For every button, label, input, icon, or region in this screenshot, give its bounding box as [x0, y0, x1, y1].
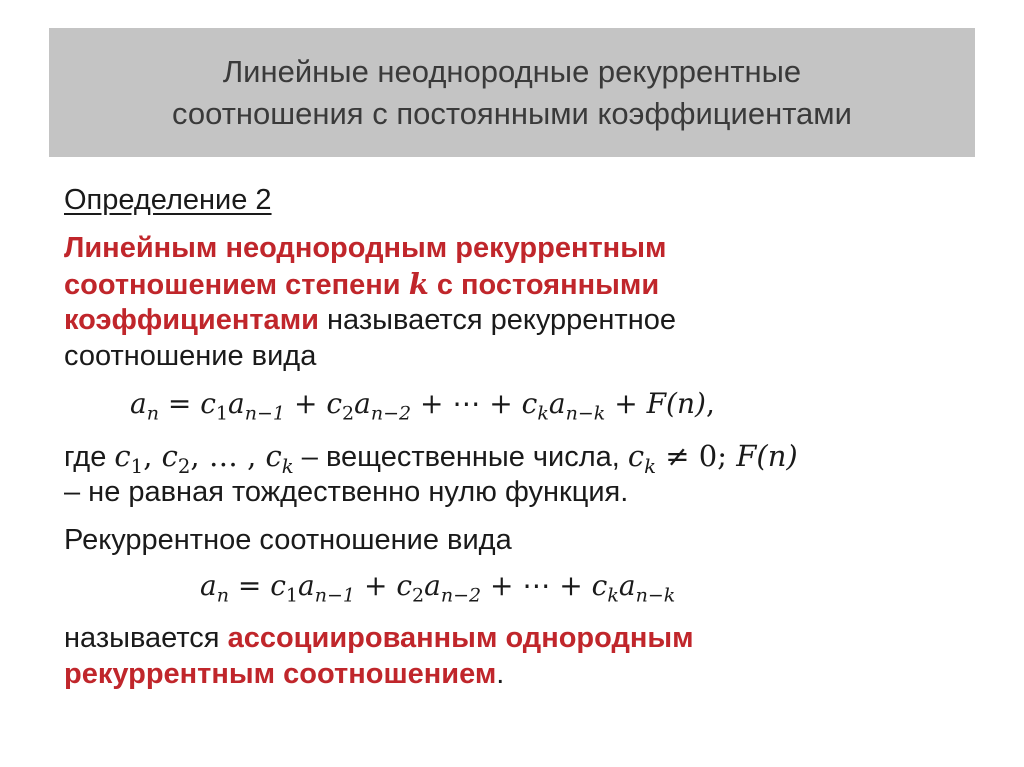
math-subscript: 1 [215, 402, 229, 425]
math-subscript: 2 [177, 454, 191, 478]
definition-text: называется рекуррентное [318, 304, 676, 336]
math-symbol: a [548, 387, 566, 420]
definition-term-part: соотношением степени [64, 269, 409, 301]
recurrence-line: Рекуррентное соотношение вида [64, 524, 512, 556]
math-symbol: c [200, 387, 216, 420]
math-subscript: n−k [635, 584, 676, 607]
math-operator: ≠ 0; [656, 439, 737, 473]
slide-title-line-1: Линейные неоднородные рекуррентные [222, 53, 802, 89]
definition-line-4: соотношение вида [64, 340, 317, 372]
math-operator: + [550, 569, 592, 602]
math-subscript: n−1 [314, 584, 356, 607]
math-operator: + [355, 569, 397, 602]
math-subscript: 1 [285, 584, 299, 607]
called-prefix: называется [64, 622, 228, 654]
math-symbol: c [396, 569, 412, 602]
math-subscript: n [146, 402, 159, 425]
associated-term-end: рекуррентным соотношением [64, 658, 497, 690]
math-subscript: n [216, 584, 229, 607]
math-operator: + [481, 569, 523, 602]
math-symbol: a [130, 387, 147, 420]
math-operator: + [605, 387, 647, 420]
math-symbol: F [736, 439, 757, 473]
math-subscript: n−k [565, 402, 606, 425]
math-symbol: c [627, 439, 645, 473]
definition-line-3 [64, 302, 676, 338]
definition-heading-text: Определение 2 [64, 184, 272, 216]
math-symbol: a [424, 569, 441, 602]
period: . [496, 658, 505, 690]
math-subscript: k [537, 402, 549, 425]
math-ellipsis: ⋯ [522, 569, 551, 602]
math-symbol: c [591, 569, 608, 602]
math-subscript: k [607, 584, 619, 607]
math-symbol: c [161, 439, 178, 473]
math-operator: + [411, 387, 453, 420]
math-symbol: F [646, 387, 667, 420]
associated-term-part: ассоциированным однородным [227, 622, 694, 654]
math-operator: + [285, 387, 327, 420]
definition-heading [64, 182, 272, 218]
not-zero-line: – не равная тождественно нулю функция. [64, 476, 629, 508]
math-symbol: a [298, 569, 315, 602]
math-symbol: a [618, 569, 636, 602]
definition-term-end: коэффициентами [64, 304, 319, 336]
math-punctuation: , [143, 439, 162, 473]
math-subscript: k [281, 454, 294, 478]
math-subscript: n−2 [370, 402, 412, 425]
math-symbol: (n) [666, 387, 706, 420]
math-symbol: c [326, 387, 342, 420]
definition-line-2 [64, 266, 659, 303]
slide-title-bar [49, 28, 975, 157]
math-subscript: n−2 [440, 584, 482, 607]
where-text: – вещественные числа, [293, 441, 628, 473]
slide-title-line-2: соотношения с постоянными коэффициентами [172, 95, 852, 131]
math-symbol: (n) [756, 439, 798, 473]
math-ellipsis: ⋯ [452, 387, 481, 420]
definition-term-part: с постоянными [428, 269, 660, 301]
math-ellipsis: … , [208, 439, 266, 473]
math-symbol: c [265, 439, 282, 473]
associated-line-2 [64, 656, 504, 692]
math-symbol: a [354, 387, 371, 420]
called-line [64, 620, 694, 656]
math-operator: = [228, 569, 271, 602]
math-subscript: k [644, 454, 657, 478]
math-subscript: 2 [342, 402, 355, 425]
math-subscript: 2 [412, 584, 425, 607]
math-subscript: n−1 [244, 402, 286, 425]
degree-k: k [408, 267, 429, 301]
math-punctuation: , [190, 439, 209, 473]
formula-homogeneous [200, 568, 676, 607]
math-symbol: c [521, 387, 538, 420]
math-symbol: c [270, 569, 286, 602]
where-line [64, 438, 798, 478]
math-subscript: 1 [130, 454, 144, 478]
formula-nonhomogeneous [130, 386, 715, 425]
math-symbol: a [200, 569, 217, 602]
where-prefix: где [64, 441, 115, 473]
math-operator: = [158, 387, 201, 420]
math-symbol: c [114, 439, 131, 473]
math-symbol: a [228, 387, 245, 420]
definition-line-1: Линейным неоднородным рекуррентным [64, 232, 667, 264]
math-operator: + [480, 387, 522, 420]
math-punctuation: , [705, 387, 715, 420]
